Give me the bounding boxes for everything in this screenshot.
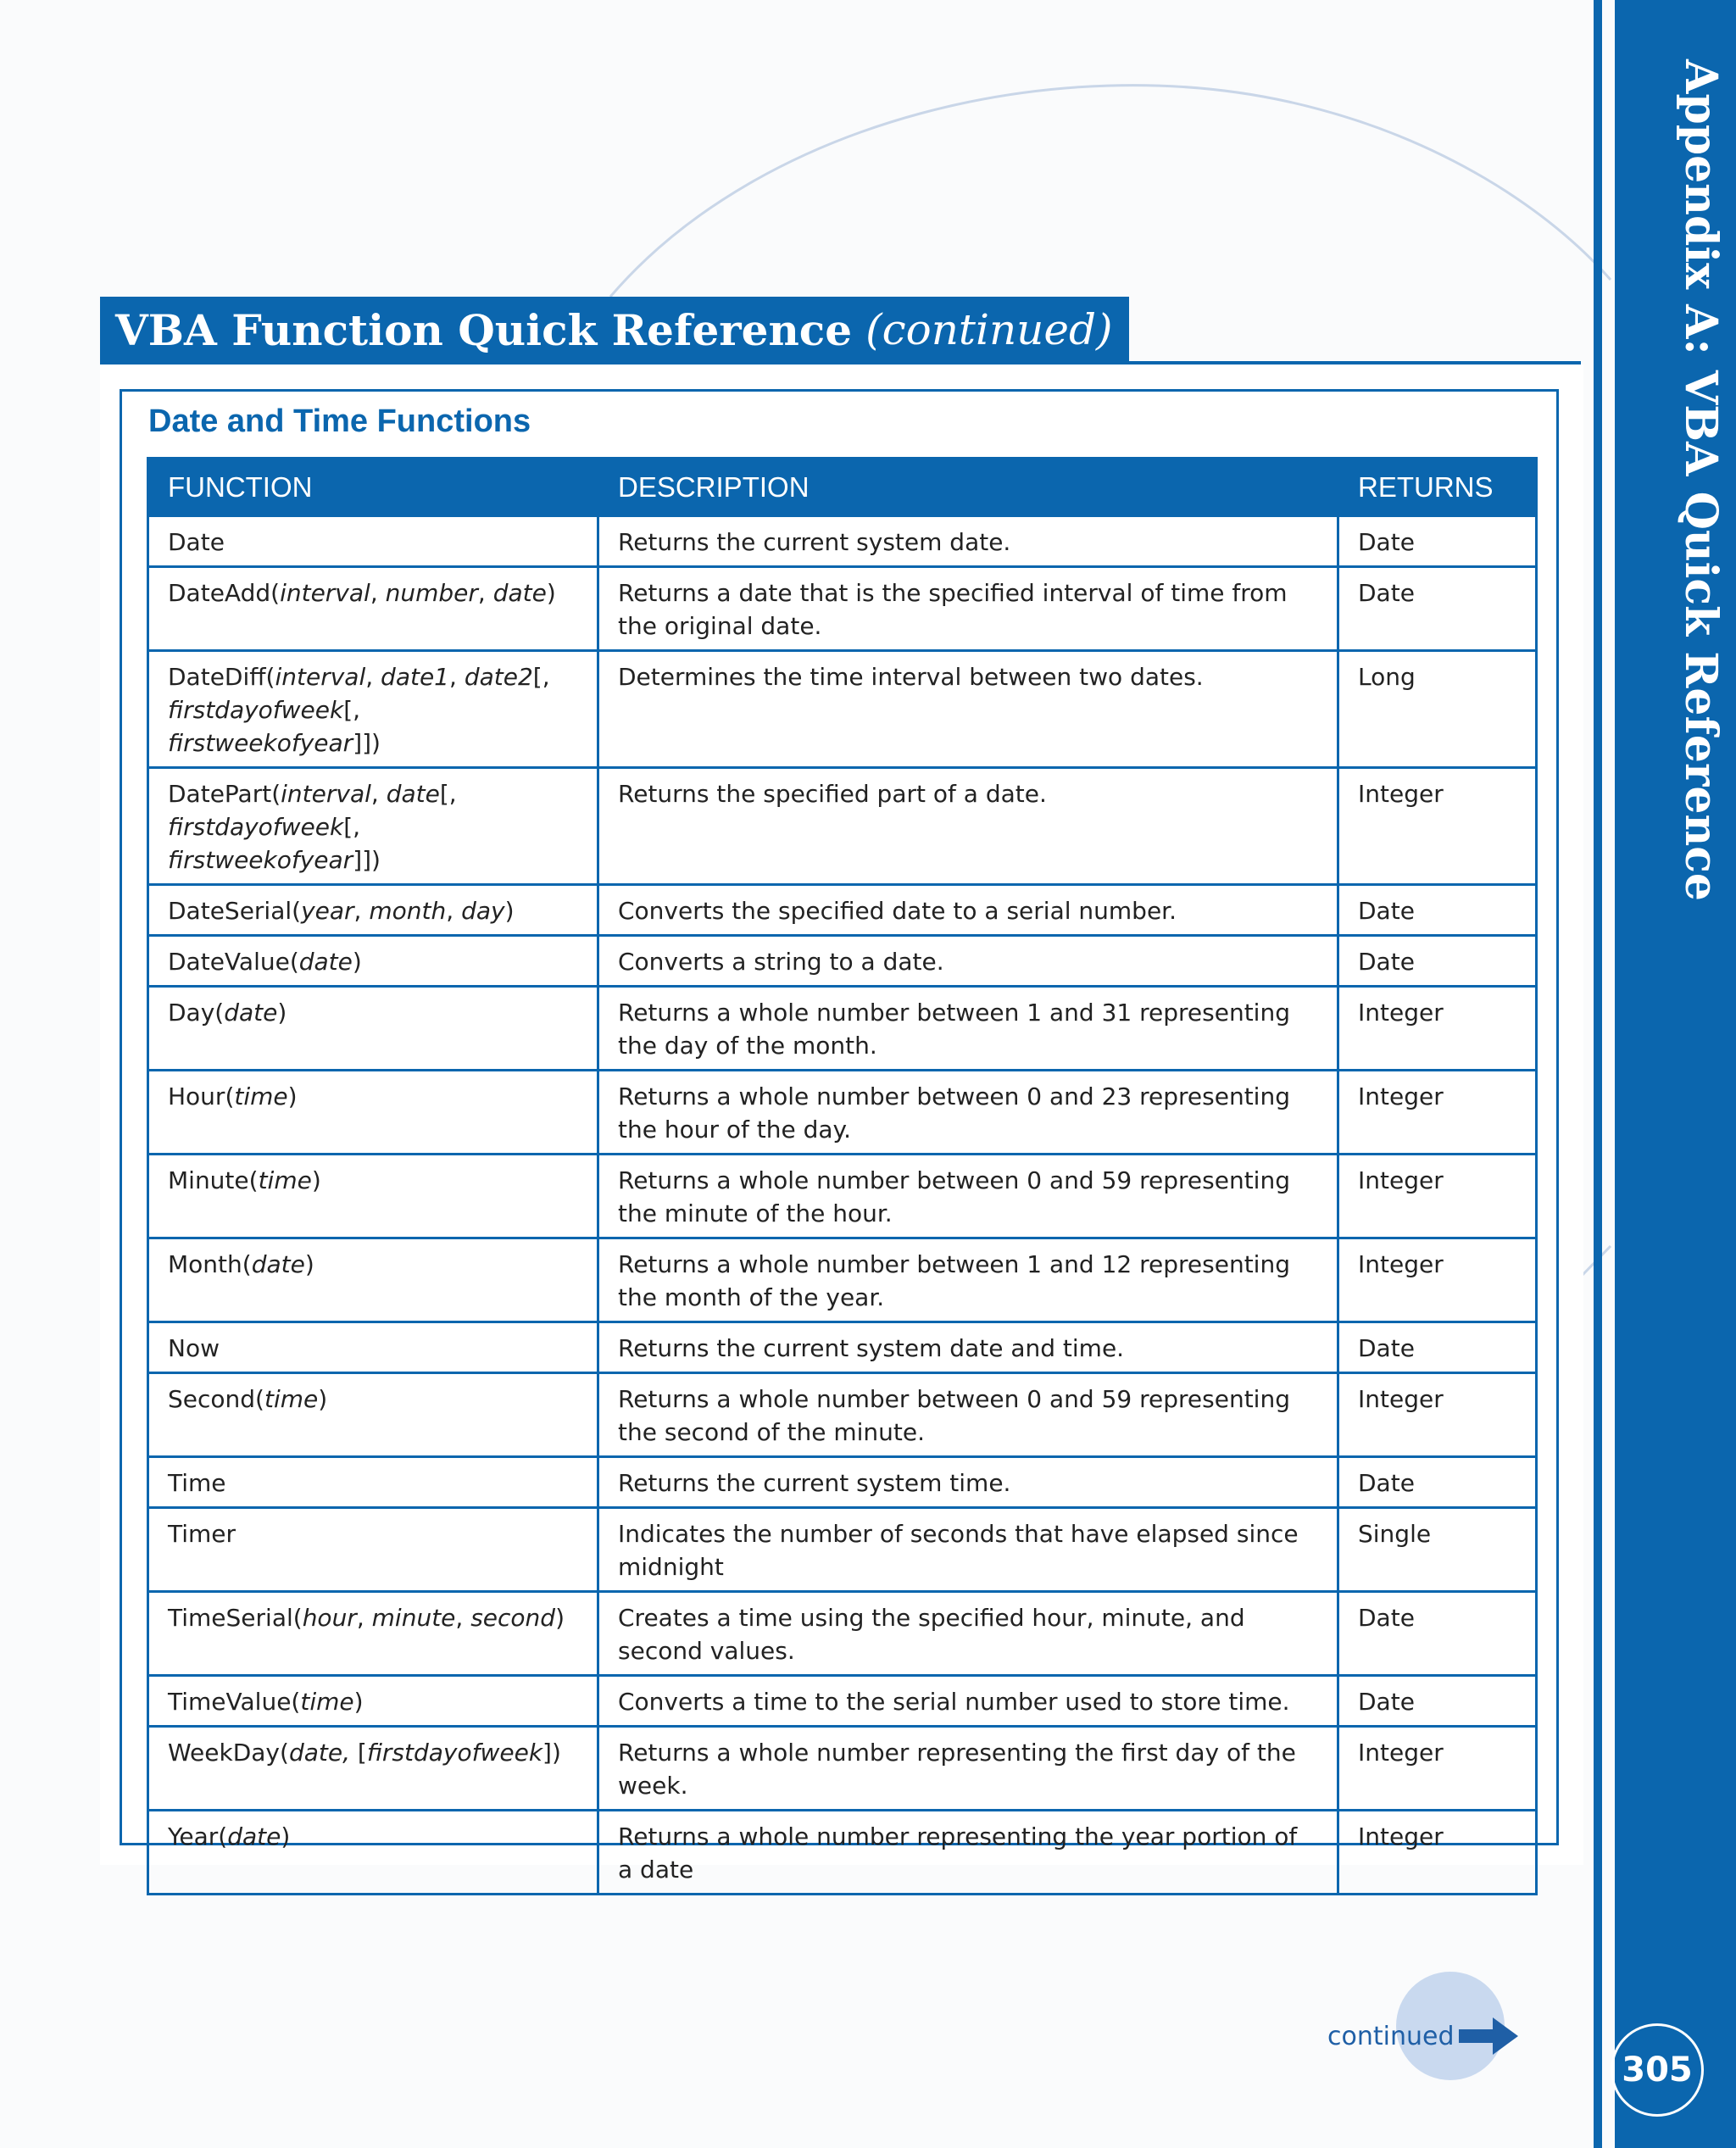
function-text: ) bbox=[504, 897, 515, 925]
cell-function bbox=[148, 987, 598, 1071]
function-argument: interval bbox=[281, 780, 371, 808]
function-argument: hour bbox=[302, 1604, 357, 1632]
function-argument: interval bbox=[280, 579, 370, 607]
page-title-suffix: (continued) bbox=[865, 305, 1113, 354]
cell-function bbox=[148, 1727, 598, 1811]
function-argument: day bbox=[461, 897, 505, 925]
function-argument: date1 bbox=[381, 663, 449, 691]
table-row bbox=[148, 987, 1537, 1071]
function-text: Month( bbox=[168, 1250, 252, 1278]
function-text: , bbox=[455, 1604, 471, 1632]
cell-description: Returns a date that is the specified interval of time from the original date. bbox=[598, 567, 1338, 651]
running-head: Appendix A: VBA Quick Reference bbox=[1675, 59, 1727, 902]
cell-returns: Integer bbox=[1338, 987, 1537, 1071]
function-text: ) bbox=[555, 1604, 565, 1632]
function-text: , bbox=[353, 897, 370, 925]
table-row bbox=[148, 651, 1537, 768]
function-argument: firstdayofweek bbox=[168, 696, 344, 724]
cell-returns: Integer bbox=[1338, 1811, 1537, 1895]
section-title: Date and Time Functions bbox=[148, 403, 531, 439]
function-argument: time bbox=[300, 1688, 354, 1716]
function-text: , bbox=[370, 780, 387, 808]
function-argument: month bbox=[369, 897, 447, 925]
function-text: DateDiff( bbox=[168, 663, 275, 691]
function-text: Year( bbox=[168, 1822, 228, 1850]
table-row bbox=[148, 885, 1537, 936]
table-row bbox=[148, 1592, 1537, 1676]
function-argument: number bbox=[385, 579, 478, 607]
function-text: Time bbox=[168, 1469, 226, 1497]
function-text: ) bbox=[353, 1688, 364, 1716]
function-text: [ bbox=[357, 1739, 367, 1767]
cell-description: Returns the specified part of a date. bbox=[598, 768, 1338, 885]
cell-description: Indicates the number of seconds that have elapsed since midnight bbox=[598, 1508, 1338, 1592]
cell-function bbox=[148, 1071, 598, 1155]
function-text: DateSerial( bbox=[168, 897, 302, 925]
table-row bbox=[148, 768, 1537, 885]
function-text: WeekDay( bbox=[168, 1739, 289, 1767]
cell-returns: Date bbox=[1338, 885, 1537, 936]
function-text: ) bbox=[287, 1082, 298, 1110]
function-argument: time bbox=[264, 1385, 319, 1413]
function-text: ) bbox=[304, 1250, 314, 1278]
table-header-row bbox=[148, 459, 1537, 516]
cell-function bbox=[148, 567, 598, 651]
cell-returns: Date bbox=[1338, 1457, 1537, 1508]
function-text: ) bbox=[318, 1385, 328, 1413]
table-row bbox=[148, 1811, 1537, 1895]
table-row bbox=[148, 1457, 1537, 1508]
table-row bbox=[148, 516, 1537, 567]
function-text: Day( bbox=[168, 999, 225, 1027]
cell-description: Converts the specified date to a serial number. bbox=[598, 885, 1338, 936]
function-text: ) bbox=[546, 579, 556, 607]
function-text: DateAdd( bbox=[168, 579, 281, 607]
function-reference-table bbox=[147, 457, 1538, 1895]
cell-description: Returns the current system time. bbox=[598, 1457, 1338, 1508]
table-row bbox=[148, 1238, 1537, 1322]
cell-description: Creates a time using the specified hour, minute, and second values. bbox=[598, 1592, 1338, 1676]
table-row bbox=[148, 1727, 1537, 1811]
cell-function bbox=[148, 885, 598, 936]
function-argument: date bbox=[251, 1250, 305, 1278]
function-text: TimeValue( bbox=[168, 1688, 301, 1716]
cell-returns: Date bbox=[1338, 567, 1537, 651]
function-argument: time bbox=[234, 1082, 288, 1110]
cell-returns: Single bbox=[1338, 1508, 1537, 1592]
cell-function bbox=[148, 1592, 598, 1676]
function-text: Second( bbox=[168, 1385, 264, 1413]
function-text: Date bbox=[168, 528, 225, 556]
column-header-returns: RETURNS bbox=[1338, 459, 1537, 516]
cell-returns: Integer bbox=[1338, 768, 1537, 885]
function-text: Timer bbox=[168, 1520, 236, 1548]
cell-description: Determines the time interval between two dates. bbox=[598, 651, 1338, 768]
function-text: , bbox=[370, 579, 386, 607]
function-text: ) bbox=[281, 1822, 291, 1850]
cell-description: Converts a string to a date. bbox=[598, 936, 1338, 987]
function-argument: date, bbox=[288, 1739, 358, 1767]
cell-description: Returns a whole number representing the year portion of a date bbox=[598, 1811, 1338, 1895]
function-text: DatePart( bbox=[168, 780, 281, 808]
column-header-description: DESCRIPTION bbox=[598, 459, 1338, 516]
table-row bbox=[148, 1155, 1537, 1238]
function-text: Hour( bbox=[168, 1082, 235, 1110]
cell-returns: Integer bbox=[1338, 1373, 1537, 1457]
function-text: , bbox=[477, 579, 493, 607]
cell-function bbox=[148, 1457, 598, 1508]
continued-label: continued bbox=[1327, 2022, 1455, 2051]
page-title-bar bbox=[100, 297, 1129, 363]
function-text: [, bbox=[439, 780, 457, 808]
cell-description: Returns a whole number representing the first day of the week. bbox=[598, 1727, 1338, 1811]
cell-function bbox=[148, 1676, 598, 1727]
column-header-function: FUNCTION bbox=[148, 459, 598, 516]
cell-returns: Integer bbox=[1338, 1727, 1537, 1811]
page-title: VBA Function Quick Reference bbox=[115, 304, 853, 355]
function-argument: firstdayofweek bbox=[168, 813, 344, 841]
function-argument: firstweekofyear bbox=[168, 729, 353, 757]
function-argument: second bbox=[470, 1604, 556, 1632]
cell-returns: Date bbox=[1338, 1322, 1537, 1373]
cell-description: Returns the current system date. bbox=[598, 516, 1338, 567]
function-text: [, bbox=[343, 696, 361, 724]
function-text: ]) bbox=[542, 1739, 561, 1767]
table-row bbox=[148, 1508, 1537, 1592]
function-text: ]]) bbox=[353, 729, 381, 757]
cell-function bbox=[148, 1811, 598, 1895]
function-argument: date bbox=[492, 579, 547, 607]
table-body bbox=[148, 516, 1537, 1895]
cell-description: Returns a whole number between 0 and 59 representing the second of the minute. bbox=[598, 1373, 1338, 1457]
cell-returns: Integer bbox=[1338, 1155, 1537, 1238]
function-argument: date bbox=[386, 780, 440, 808]
function-argument: date bbox=[224, 999, 278, 1027]
cell-returns: Date bbox=[1338, 1676, 1537, 1727]
function-argument: time bbox=[258, 1166, 312, 1194]
cell-returns: Date bbox=[1338, 516, 1537, 567]
function-argument: firstdayofweek bbox=[366, 1739, 543, 1767]
function-text: , bbox=[449, 663, 465, 691]
table-row bbox=[148, 1373, 1537, 1457]
cell-description: Returns a whole number between 0 and 23 representing the hour of the day. bbox=[598, 1071, 1338, 1155]
function-text: ) bbox=[311, 1166, 321, 1194]
function-text: Minute( bbox=[168, 1166, 259, 1194]
function-text: [, bbox=[532, 663, 550, 691]
function-argument: date bbox=[298, 948, 353, 976]
side-rule bbox=[1594, 0, 1602, 2148]
function-argument: minute bbox=[371, 1604, 456, 1632]
cell-returns: Integer bbox=[1338, 1238, 1537, 1322]
function-argument: firstweekofyear bbox=[168, 846, 353, 874]
cell-function bbox=[148, 1508, 598, 1592]
function-text: TimeSerial( bbox=[168, 1604, 303, 1632]
page-number: 305 bbox=[1611, 2023, 1704, 2117]
function-text: ) bbox=[352, 948, 362, 976]
function-text: , bbox=[365, 663, 381, 691]
table-row bbox=[148, 1322, 1537, 1373]
cell-function bbox=[148, 1238, 598, 1322]
table-row bbox=[148, 936, 1537, 987]
cell-function bbox=[148, 1322, 598, 1373]
table-row bbox=[148, 567, 1537, 651]
cell-function bbox=[148, 936, 598, 987]
function-argument: year bbox=[301, 897, 354, 925]
function-text: [, bbox=[343, 813, 361, 841]
function-text: ) bbox=[277, 999, 287, 1027]
function-argument: date2 bbox=[464, 663, 533, 691]
function-text: Now bbox=[168, 1334, 220, 1362]
cell-returns: Date bbox=[1338, 1592, 1537, 1676]
cell-description: Returns a whole number between 0 and 59 representing the minute of the hour. bbox=[598, 1155, 1338, 1238]
cell-description: Returns the current system date and time. bbox=[598, 1322, 1338, 1373]
cell-description: Returns a whole number between 1 and 31 representing the day of the month. bbox=[598, 987, 1338, 1071]
cell-returns: Date bbox=[1338, 936, 1537, 987]
function-argument: interval bbox=[275, 663, 366, 691]
function-text: DateValue( bbox=[168, 948, 299, 976]
cell-function bbox=[148, 1373, 598, 1457]
cell-description: Converts a time to the serial number used to store time. bbox=[598, 1676, 1338, 1727]
cell-function bbox=[148, 1155, 598, 1238]
cell-function bbox=[148, 651, 598, 768]
function-text: ]]) bbox=[353, 846, 381, 874]
cell-function bbox=[148, 516, 598, 567]
cell-description: Returns a whole number between 1 and 12 representing the month of the year. bbox=[598, 1238, 1338, 1322]
arrow-right-icon bbox=[1455, 2012, 1523, 2060]
table-row bbox=[148, 1676, 1537, 1727]
function-text: , bbox=[356, 1604, 372, 1632]
cell-returns: Long bbox=[1338, 651, 1537, 768]
cell-returns: Integer bbox=[1338, 1071, 1537, 1155]
table-row bbox=[148, 1071, 1537, 1155]
function-text: , bbox=[446, 897, 462, 925]
cell-function bbox=[148, 768, 598, 885]
function-argument: date bbox=[227, 1822, 281, 1850]
